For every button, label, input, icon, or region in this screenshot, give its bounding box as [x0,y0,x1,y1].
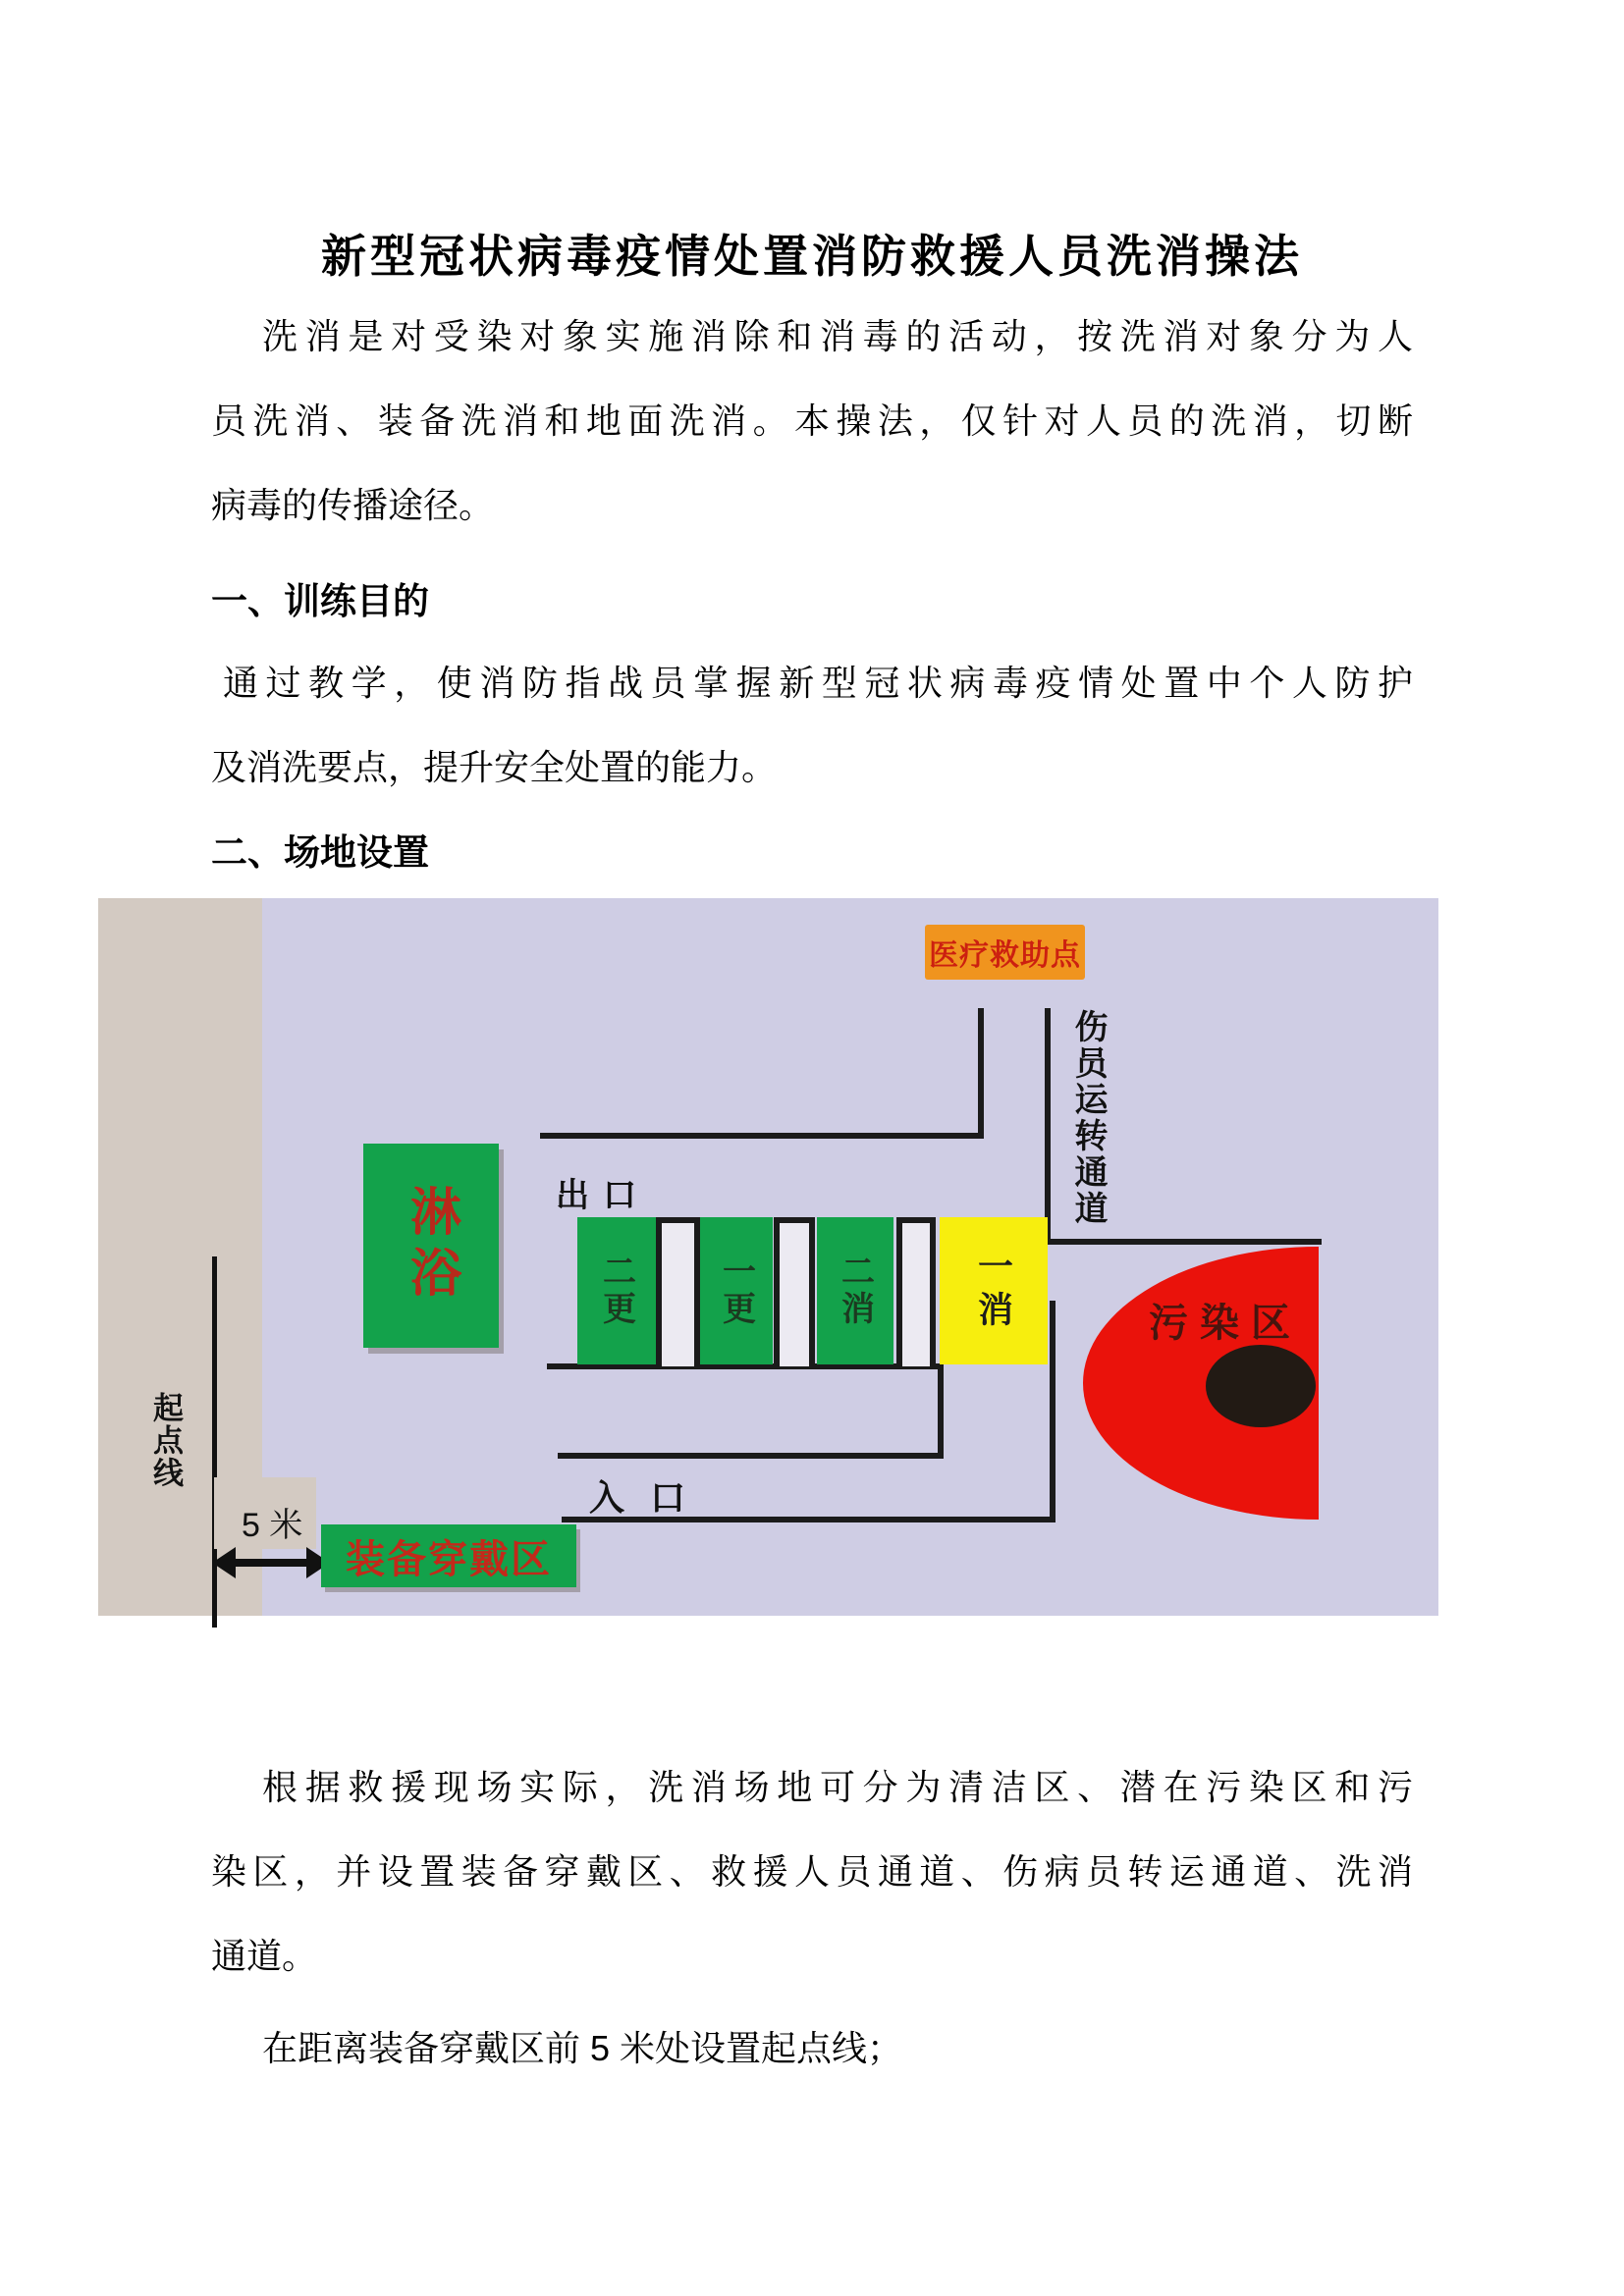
dressing-area-label: 装备穿戴区 [346,1537,552,1581]
entrance-label: 入口 [589,1477,712,1518]
casualty-channel-line [1045,1008,1051,1245]
paragraph-line: 通过教学，使消防指战员掌握新型冠状病毒疫情处置中个人防护 [223,663,1413,703]
door-gap [774,1217,815,1366]
door-gap [656,1217,700,1366]
entrance-channel-line [558,1453,944,1459]
section1-paragraph [211,641,1413,810]
chamber-first-change [700,1217,773,1364]
arrow-left-head-icon [212,1547,236,1578]
contamination-source-spot [1206,1345,1316,1427]
chamber-label: 一更 [717,1254,755,1328]
door-gap [896,1217,936,1366]
paragraph-line: 洗消是对受染对象实施消除和消毒的活动，按洗消对象分为人 [262,316,1413,356]
casualty-channel-label: 伤员运转通道 [1069,1009,1107,1227]
chamber-label: 二更 [597,1254,635,1328]
paragraph-line: 通道。 [211,1936,318,1976]
paragraph-line: 及消洗要点，提升安全处置的能力。 [211,747,778,787]
chamber-label: 一消 [973,1248,1014,1334]
startline-paragraph [211,2006,1413,2091]
medical-aid-point-box [925,925,1085,980]
start-line-label: 起点线 [148,1392,183,1489]
entrance-channel-connector-line [938,1363,944,1459]
shower-box [363,1144,499,1348]
exit-channel-line [540,1133,984,1139]
chamber-second-decon [817,1217,893,1364]
paragraph-line: 在距离装备穿戴区前 5 米处设置起点线； [262,2028,903,2068]
paragraph-line: 病毒的传播途径。 [211,485,495,525]
section2-heading: 二、场地设置 [211,832,429,873]
chamber-second-change [577,1217,656,1364]
dressing-area-box [321,1524,576,1587]
paragraph-line: 染区，并设置装备穿戴区、救援人员通道、伤病员转运通道、洗消 [211,1851,1413,1892]
contaminated-zone-label: 污染区 [1149,1302,1302,1345]
distance-label: 5 米 [242,1507,303,1544]
paragraph-line: 员洗消、装备洗消和地面洗消。本操法，仅针对人员的洗消，切断 [211,400,1413,441]
page-title: 新型冠状病毒疫情处置消防救援人员洗消操法 [321,231,1303,282]
casualty-channel-bottom-line [1045,1239,1322,1245]
shower-label: 淋浴 [402,1185,460,1307]
contaminated-zone-border-line [1050,1301,1056,1522]
chamber-label: 二消 [836,1254,874,1328]
exit-channel-vertical-line [978,1008,984,1139]
paragraph-line: 根据救援现场实际，洗消场地可分为清洁区、潜在污染区和污 [262,1767,1413,1807]
distance-arrow [234,1559,308,1567]
exit-label: 出口 [556,1177,650,1214]
medical-aid-point-label: 医疗救助点 [929,939,1081,972]
site-description-paragraph [211,1745,1413,1999]
chamber-first-decon [940,1217,1048,1364]
section1-heading: 一、训练目的 [211,581,429,621]
intro-paragraph [211,294,1413,548]
